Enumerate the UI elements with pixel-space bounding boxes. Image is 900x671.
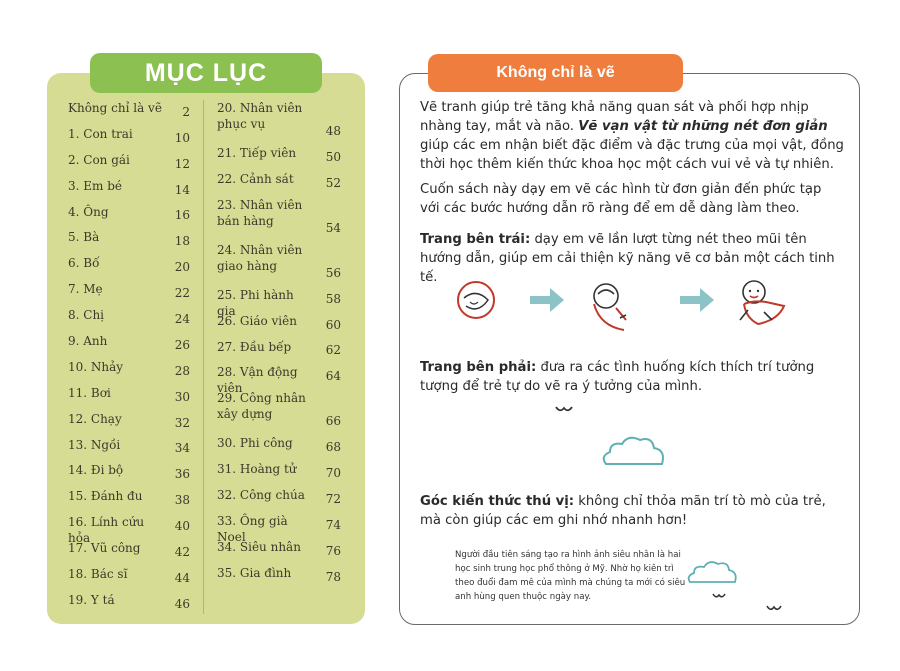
toc-entry-label: 7. Mẹ [68,282,103,297]
toc-entry [68,227,190,253]
toc-entry-label: 6. Bố [68,256,100,271]
toc-entry-page: 26 [174,337,190,352]
toc-entry [68,564,190,590]
right-page-label: Trang bên phải: [420,360,537,375]
toc-entry-page: 78 [325,569,341,584]
toc-entry-page: 42 [174,545,190,560]
toc-entry-label: 13. Ngồi [68,437,121,452]
toc-entry-page: 68 [325,440,341,455]
toc-entry [68,357,190,383]
toc-entry [68,409,190,435]
toc-entry-page: 10 [174,130,190,145]
toc-entry-page: 60 [325,317,341,332]
toc-entry-page: 38 [174,493,190,508]
intro-paragraph-2: Cuốn sách này dạy em vẽ các hình từ đơn giản đến phức tạp với các bước hướng dẫn rõ ràng để em dễ dàng làm theo. [420,182,822,216]
toc-entry-label: 25. Phi hành gia [217,287,294,318]
toc-entry-label: 30. Phi công [217,436,293,451]
toc-entry-label: 9. Anh [68,334,108,349]
intro-emphasis: Vẽ vạn vật từ những nét đơn giản [578,119,828,134]
toc-entry-label: 21. Tiếp viên [217,146,297,160]
step-3-superhero-icon [740,281,784,324]
toc-entry [217,195,341,240]
toc-entry-page: 62 [325,343,341,358]
toc-entry [68,150,190,176]
toc-entry-page: 48 [325,124,341,138]
toc-entry-page: 24 [174,312,190,327]
toc-entry [68,512,190,546]
right-page-paragraph [420,358,845,396]
toc-entry [217,388,341,433]
toc-entry-page: 22 [174,286,190,301]
drawing-steps-illustration [448,278,828,333]
toc-entry [217,337,341,363]
toc-left-column [68,98,190,616]
toc-entry [217,563,341,589]
toc-entry-page: 14 [174,182,190,197]
toc-entry-label: 33. Ông già Noel [217,514,288,545]
toc-entry [68,383,190,409]
toc-entry-page: 58 [325,291,341,306]
toc-entry [217,485,341,511]
step-1-sketch-icon [458,282,494,318]
toc-entry-label: 10. Nhảy [68,359,124,374]
bird-icon [766,604,782,614]
toc-divider [203,100,204,614]
toc-entry-label: 8. Chị [68,308,105,323]
toc-entry-page: 74 [325,517,341,532]
toc-entry [217,285,341,318]
toc-entry-page: 64 [325,369,341,384]
toc-entry [68,590,190,616]
toc-entry [68,460,190,486]
arrow-right-icon [680,288,714,312]
bird-icon [554,404,574,416]
cloud-icon [600,436,668,468]
toc-entry-page: 44 [174,570,190,585]
intro-text-1: Vẽ tranh giúp trẻ tăng khả năng quan sát và phối hợp nhịp nhàng tay, mắt và não. [420,100,809,134]
toc-entry-label: 18. Bác sĩ [68,567,128,582]
toc-entry-page: 40 [174,519,190,534]
intro-paragraph [420,98,845,174]
toc-entry [68,435,190,461]
toc-entry-label: 32. Công chúa [217,488,305,503]
arrow-right-icon [530,288,564,312]
left-page-label: Trang bên trái: [420,232,531,247]
toc-entry-label: 20. Nhân viên phục vụ [217,101,303,131]
toc-entry-page: 72 [325,492,341,507]
toc-entry-label: 23. Nhân viên bán hàng [217,197,303,228]
toc-entry [68,279,190,305]
toc-entry [68,176,190,202]
toc-entry-page: 76 [325,543,341,558]
toc-entry-page: 70 [325,466,341,481]
toc-entry-page: 20 [174,260,190,275]
toc-entry [217,143,341,169]
fun-fact-text: không chỉ thỏa mãn trí tò mò của trẻ, mà còn giúp các em ghi nhớ nhanh hơn! [420,494,826,528]
toc-entry-label: 4. Ông [68,204,109,219]
toc-entry-label: 31. Hoàng tử [217,462,297,477]
right-page-text: đưa ra các tình huống kích thích trí tưởng tượng để trẻ tự do vẽ ra ý tưởng của mình. [420,360,815,394]
toc-entry-label: Không chỉ là vẽ [68,101,162,115]
toc-entry-label: 17. Vũ công [68,541,141,556]
intro-text-2: giúp các em nhận biết đặc điểm và đặc trưng của mọi vật, đồng thời học thêm kiến thức khoa học một cách vui vẻ và tự nhiên. [420,138,844,172]
toc-entry [68,331,190,357]
toc-title: MỤC LỤC [90,53,322,93]
toc-entry-page: 54 [325,220,341,235]
toc-entry-page: 56 [325,265,341,280]
toc-entry-page: 12 [174,156,190,171]
toc-entry-label: 1. Con trai [68,126,133,141]
toc-entry [217,511,341,545]
fun-fact-note: Người đầu tiên sáng tạo ra hình ảnh siêu nhân là hai học sinh trung học phổ thông ở Mỹ. Nhờ họ kiên trì theo đuổi đam mê của mình mà chúng ta mới có siêu anh hùng quen thuộc ngày nay. [455,550,686,602]
toc-entry-page: 28 [174,363,190,378]
toc-entry [68,253,190,279]
toc-entry-label: 27. Đầu bếp [217,339,292,354]
toc-entry-label: 2. Con gái [68,152,130,167]
toc-entry [217,537,341,563]
toc-entry [68,305,190,331]
toc-entry-page: 32 [174,415,190,430]
toc-entry [68,202,190,228]
toc-entry [217,362,341,396]
toc-entry-label: 35. Gia đình [217,565,292,580]
toc-entry-label: 11. Bơi [68,385,111,400]
toc-entry [217,98,341,143]
step-2-sketch-icon [594,284,626,330]
toc-entry-label: 24. Nhân viên giao hàng [217,242,303,273]
bird-icon [712,592,726,601]
toc-entry [68,486,190,512]
toc-entry-page: 36 [174,467,190,482]
fun-fact-paragraph [420,492,845,530]
toc-entry-label: 15. Đánh đu [68,489,143,504]
toc-entry-page: 52 [325,175,341,190]
toc-entry-label: 34. Siêu nhân [217,539,301,554]
toc-entry [217,311,341,337]
toc-entry-label: 26. Giáo viên [217,313,297,328]
toc-right-column [217,98,341,589]
toc-entry-page: 16 [174,208,190,223]
toc-entry-page: 34 [174,441,190,456]
toc-entry-page: 46 [174,596,190,611]
toc-entry [68,124,190,150]
toc-entry-label: 14. Đi bộ [68,463,124,478]
toc-entry-page: 66 [325,414,341,429]
toc-entry [217,240,341,285]
left-page-text: dạy em vẽ lần lượt từng nét theo mũi tên hướng dẫn, giúp em cải thiện kỹ năng vẽ cơ bản một cách tinh tế. [420,232,835,285]
toc-entry [68,538,190,564]
toc-entry-label: 19. Y tá [68,592,115,607]
toc-entry-label: 16. Lính cứu hỏa [68,515,145,546]
toc-entry-page: 18 [174,234,190,249]
fun-fact-label: Góc kiến thức thú vị: [420,494,575,509]
toc-entry-label: 28. Vận động viên [217,365,298,396]
info-title: Không chỉ là vẽ [428,54,683,92]
toc-entry-page: 2 [182,104,190,119]
toc-entry-label: 29. Công nhân xây dựng [217,391,306,422]
toc-entry [217,433,341,459]
toc-entry-page: 50 [325,149,341,164]
toc-entry-label: 22. Cảnh sát [217,171,294,186]
toc-entry [217,169,341,195]
toc-entry-label: 12. Chạy [68,411,122,426]
toc-entry-label: 5. Bà [68,230,100,245]
toc-entry-label: 3. Em bé [68,178,122,193]
toc-entry [68,98,190,124]
toc-entry-page: 30 [174,389,190,404]
toc-entry [217,459,341,485]
small-cloud-icon [686,560,738,586]
